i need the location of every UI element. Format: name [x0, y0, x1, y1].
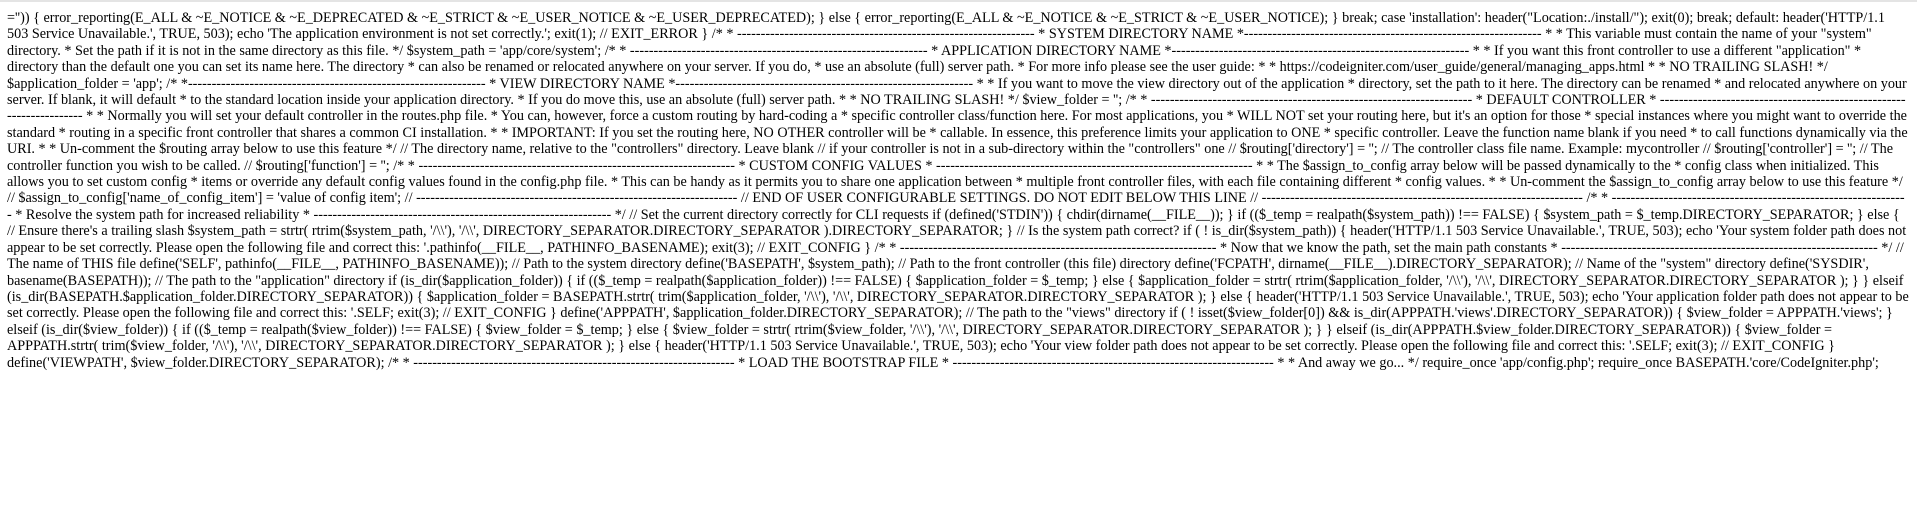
raw-php-source-text: ='')) { error_reporting(E_ALL & ~E_NOTICE & ~E_DEPRECATED & ~E_STRICT & ~E_USER_NOTICE & ~E_USER_DEPRECATED); } else { error_reporting(E_ALL & ~E_NOTICE & ~E_STRICT & ~E_USER_NOTICE); } break; case 'installation': header("Location:./install/"); exit(0); break; default: header('HTTP/1.1 503 Service Unavailable.', TRUE, 503); echo 'The application environment is not set correctly.'; exit(1); // EXIT_ERROR } /* * --------------------------------------------------------------- * SYSTEM DIRECTORY NAME *--------------------------------------------------------------- * * This variable must contain the name of your "system" directory. * Set the path if it is not in the same directory as this file. */ $system_path = 'app/core/system'; /* * --------------------------------------------------------------- * APPLICATION DIRECTORY NAME *--------------------------------------------------------------- * * If you want this front controller to use a different "application" * directory than the default one you can set its name here. The directory * can also be renamed or relocated anywhere on your server. If you do, * use an absolute (full) server path. * For more info please see the user guide: * * https://codeigniter.com/user_guide/general/managing_apps.html * * NO TRAILING SLASH! */ $application_folder = 'app'; /* *--------------------------------------------------------------- * VIEW DIRECTORY NAME *--------------------------------------------------------------- * * If you want to move the view directory out of the application * directory, set the path to it here. The directory can be renamed * and relocated anywhere on your server. If blank, it will default * to the standard location inside your application directory. * If you do move this, use an absolute (full) server path. * * NO TRAILING SLASH! */ $view_folder = ''; /* * -------------------------------------------------------------------- * DEFAULT CONTROLLER * -------------------------------------------------------------------- * * Normally you will set your default controller in the routes.php file. * You can, however, force a custom routing by hard-coding a * specific controller class/function here. For most applications, you * WILL NOT set your routing here, but it's an option for those * special instances where you might want to override the standard * routing in a specific front controller that shares a common CI installation. * * IMPORTANT: If you set the routing here, NO OTHER controller will be * callable. In essence, this preference limits your application to ONE * specific controller. Leave the function name blank if you need * to call functions dynamically via the URI. * * Un-comment the $routing array below to use this feature */ // The directory name, relative to the "controllers" directory. Leave blank // if your controller is not in a sub-directory within the "controllers" one // $routing['directory'] = ''; // The controller class file name. Example: mycontroller // $routing['controller'] = ''; // The controller function you wish to be called. // $routing['function'] = ''; /* * ------------------------------------------------------------------- * CUSTOM CONFIG VALUES * ------------------------------------------------------------------- * * The $assign_to_config array below will be passed dynamically to the * config class when initialized. This allows you to set custom config * items or override any default config values found in the config.php file. * This can be handy as it permits you to share one application between * multiple front controller files, with each file containing different * config values. * * Un-comment the $assign_to_config array below to use this feature */ // $assign_to_config['name_of_config_item'] = 'value of config item'; // -------------------------------------------------------------------- // END OF USER CONFIGURABLE SETTINGS. DO NOT EDIT BELOW THIS LINE // -------------------------------------------------------------------- /* * --------------------------------------------------------------- * Resolve the system path for increased reliability * --------------------------------------------------------------- */ // Set the current directory correctly for CLI requests if (defined('STDIN')) { chdir(dirname(__FILE__)); } if (($_temp = realpath($system_path)) !== FALSE) { $system_path = $_temp.DIRECTORY_SEPARATOR; } else { // Ensure there's a trailing slash $system_path = strtr( rtrim($system_path, '/\\'), '/\\', DIRECTORY_SEPARATOR.DIRECTORY_SEPARATOR ).DIRECTORY_SEPARATOR; } // Is the system path correct? if ( ! is_dir($system_path)) { header('HTTP/1.1 503 Service Unavailable.', TRUE, 503); echo 'Your system folder path does not appear to be set correctly. Please open the following file and correct this: '.pathinfo(__FILE__, PATHINFO_BASENAME); exit(3); // EXIT_CONFIG } /* * ------------------------------------------------------------------- * Now that we know the path, set the main path constants * ------------------------------------------------------------------- */ // The name of THIS file define('SELF', pathinfo(__FILE__, PATHINFO_BASENAME)); // Path to the system directory define('BASEPATH', $system_path); // Path to the front controller (this file) directory define('FCPATH', dirname(__FILE__).DIRECTORY_SEPARATOR); // Name of the "system" directory define('SYSDIR', basename(BASEPATH)); // The path to the "application" directory if (is_dir($application_folder)) { if (($_temp = realpath($application_folder)) !== FALSE) { $application_folder = $_temp; } else { $application_folder = strtr( rtrim($application_folder, '/\\'), '/\\', DIRECTORY_SEPARATOR.DIRECTORY_SEPARATOR ); } } elseif (is_dir(BASEPATH.$application_folder.DIRECTORY_SEPARATOR)) { $application_folder = BASEPATH.strtr( trim($application_folder, '/\\'), '/\\', DIRECTORY_SEPARATOR.DIRECTORY_SEPARATOR ); } else { header('HTTP/1.1 503 Service Unavailable.', TRUE, 503); echo 'Your application folder path does not appear to be set correctly. Please open the following file and correct this: '.SELF; exit(3); // EXIT_CONFIG } define('APPPATH', $application_folder.DIRECTORY_SEPARATOR); // The path to the "views" directory if ( ! isset($view_folder[0]) && is_dir(APPPATH.'views'.DIRECTORY_SEPARATOR)) { $view_folder = APPPATH.'views'; } elseif (is_dir($view_folder)) { if (($_temp = realpath($view_folder)) !== FALSE) { $view_folder = $_temp; } else { $view_folder = strtr( rtrim($view_folder, '/\\'), '/\\', DIRECTORY_SEPARATOR.DIRECTORY_SEPARATOR ); } } elseif (is_dir(APPPATH.$view_folder.DIRECTORY_SEPARATOR)) { $view_folder = APPPATH.strtr( trim($view_folder, '/\\'), '/\\', DIRECTORY_SEPARATOR.DIRECTORY_SEPARATOR ); } else { header('HTTP/1.1 503 Service Unavailable.', TRUE, 503); echo 'Your view folder path does not appear to be set correctly. Please open the following file and correct this: '.SELF; exit(3); // EXIT_CONFIG } define('VIEWPATH', $view_folder.DIRECTORY_SEPARATOR); /* * -------------------------------------------------------------------- * LOAD THE BOOTSTRAP FILE * -------------------------------------------------------------------- * * And away we go... */ require_once 'app/config.php'; require_once BASEPATH.'core/CodeIgniter.php';: [7, 10, 1909, 371]
viewport-top-edge: [0, 0, 1917, 2]
